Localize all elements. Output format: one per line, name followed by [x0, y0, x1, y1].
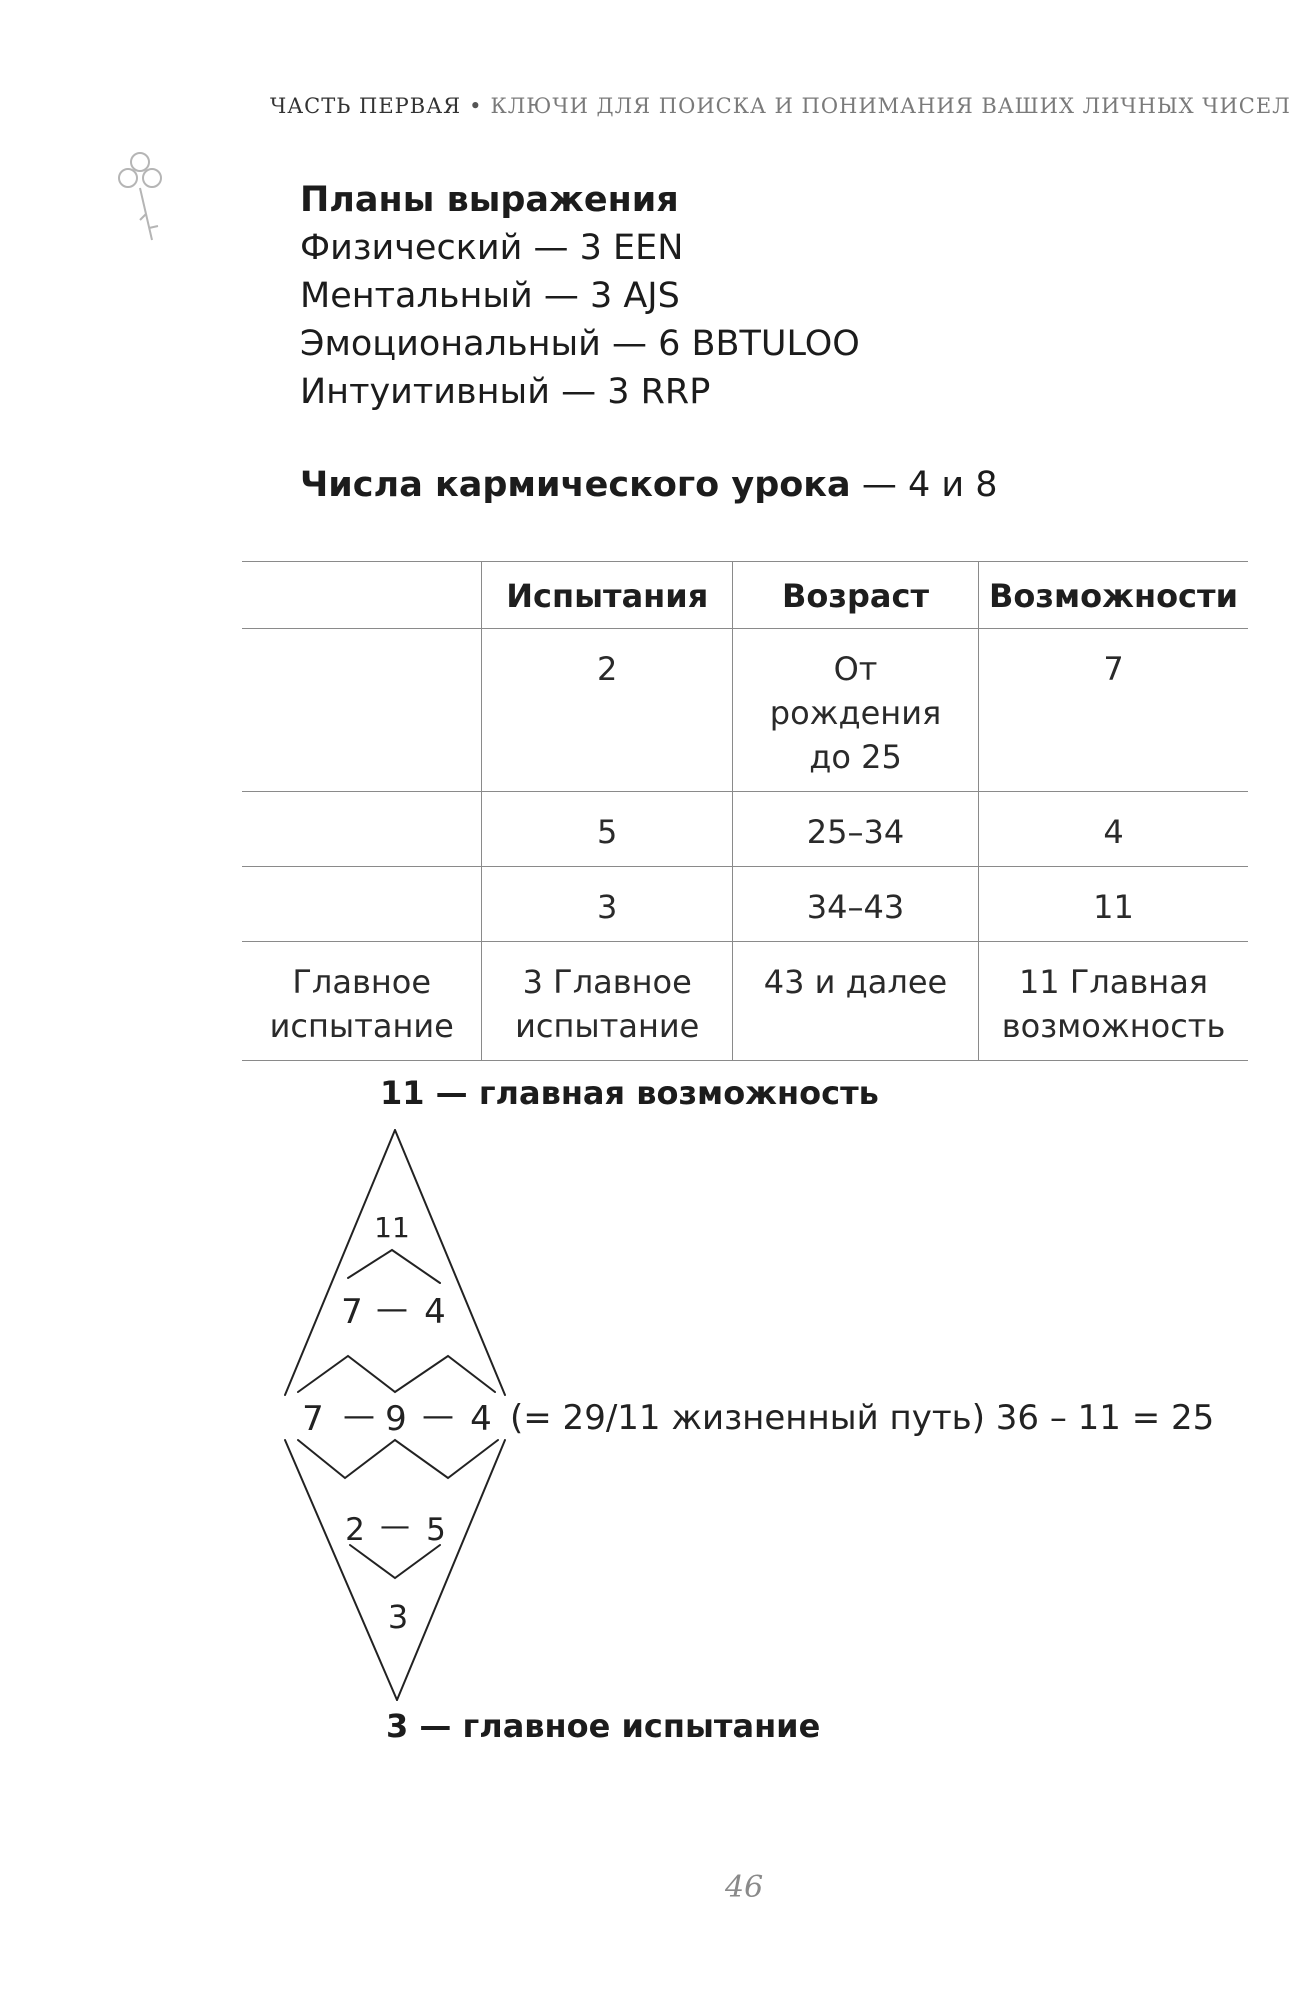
table-cell: 7 [979, 629, 1249, 792]
plans-title: Планы выражения [300, 180, 679, 220]
main-challenge-title: 3 — главное испытание [386, 1707, 821, 1745]
page-number: 46 [725, 1870, 764, 1905]
header-separator: • [469, 94, 483, 118]
diagram-top-number: 11 [374, 1211, 410, 1244]
diamond-edge [397, 1440, 505, 1700]
table-cell: 11 Главная возможность [979, 942, 1249, 1061]
karmic-value: — 4 и 8 [861, 465, 998, 505]
main-opportunity-title: 11 — главная возможность [380, 1074, 879, 1112]
connector-line [298, 1356, 495, 1392]
plan-mental: Ментальный — 3 AJS [300, 276, 680, 316]
header-part: ЧАСТЬ ПЕРВАЯ [270, 94, 462, 118]
diagram-row3-left: 7 [302, 1399, 324, 1439]
diagram-equation: (= 29/11 жизненный путь) 36 – 11 = 25 [510, 1398, 1215, 1438]
table-cell: Главное испытание [242, 942, 482, 1061]
table-header: Возможности [979, 562, 1249, 629]
table-cell: 3 Главное испытание [482, 942, 733, 1061]
diamond-edge [285, 1440, 397, 1700]
table-cell: 43 и далее [733, 942, 979, 1061]
diagram-row2-left: 7 [341, 1292, 363, 1332]
table-cell: 34–43 [733, 867, 979, 942]
plan-physical: Физический — 3 EEN [300, 228, 684, 268]
connector-line [350, 1545, 440, 1578]
table-cell: 2 [482, 629, 733, 792]
diagram-row3-mid: 9 [385, 1399, 407, 1439]
diagram-dash: — [380, 1509, 410, 1544]
diamond-edge [285, 1130, 395, 1395]
connector-line [298, 1440, 498, 1478]
diagram-row4-left: 2 [345, 1512, 365, 1548]
table-header: Испытания [482, 562, 733, 629]
plan-intuitive: Интуитивный — 3 RRP [300, 372, 711, 412]
diagram-dash: — [376, 1289, 408, 1327]
diagram-row3-right: 4 [470, 1399, 492, 1439]
table-cell: 25–34 [733, 792, 979, 867]
table-cell: 3 [482, 867, 733, 942]
header-subtitle: КЛЮЧИ ДЛЯ ПОИСКА И ПОНИМАНИЯ ВАШИХ ЛИЧНЫХ ЧИСЕЛ [490, 94, 1291, 118]
table-cell: 5 [482, 792, 733, 867]
karmic-label: Числа кармического урока [300, 465, 851, 505]
diagram-dash: — [343, 1396, 375, 1434]
plan-emotional: Эмоциональный — 6 BBTULOO [300, 324, 860, 364]
diagram-bottom-number: 3 [387, 1598, 409, 1636]
diagram-row2-right: 4 [424, 1292, 446, 1332]
diagram-row4-right: 5 [426, 1512, 446, 1548]
table-cell: 4 [979, 792, 1249, 867]
table-cell: От рождения до 25 [733, 629, 979, 792]
connector-line [348, 1250, 440, 1283]
table-cell: 11 [979, 867, 1249, 942]
table-header: Возраст [733, 562, 979, 629]
diagram-dash: — [422, 1396, 454, 1434]
